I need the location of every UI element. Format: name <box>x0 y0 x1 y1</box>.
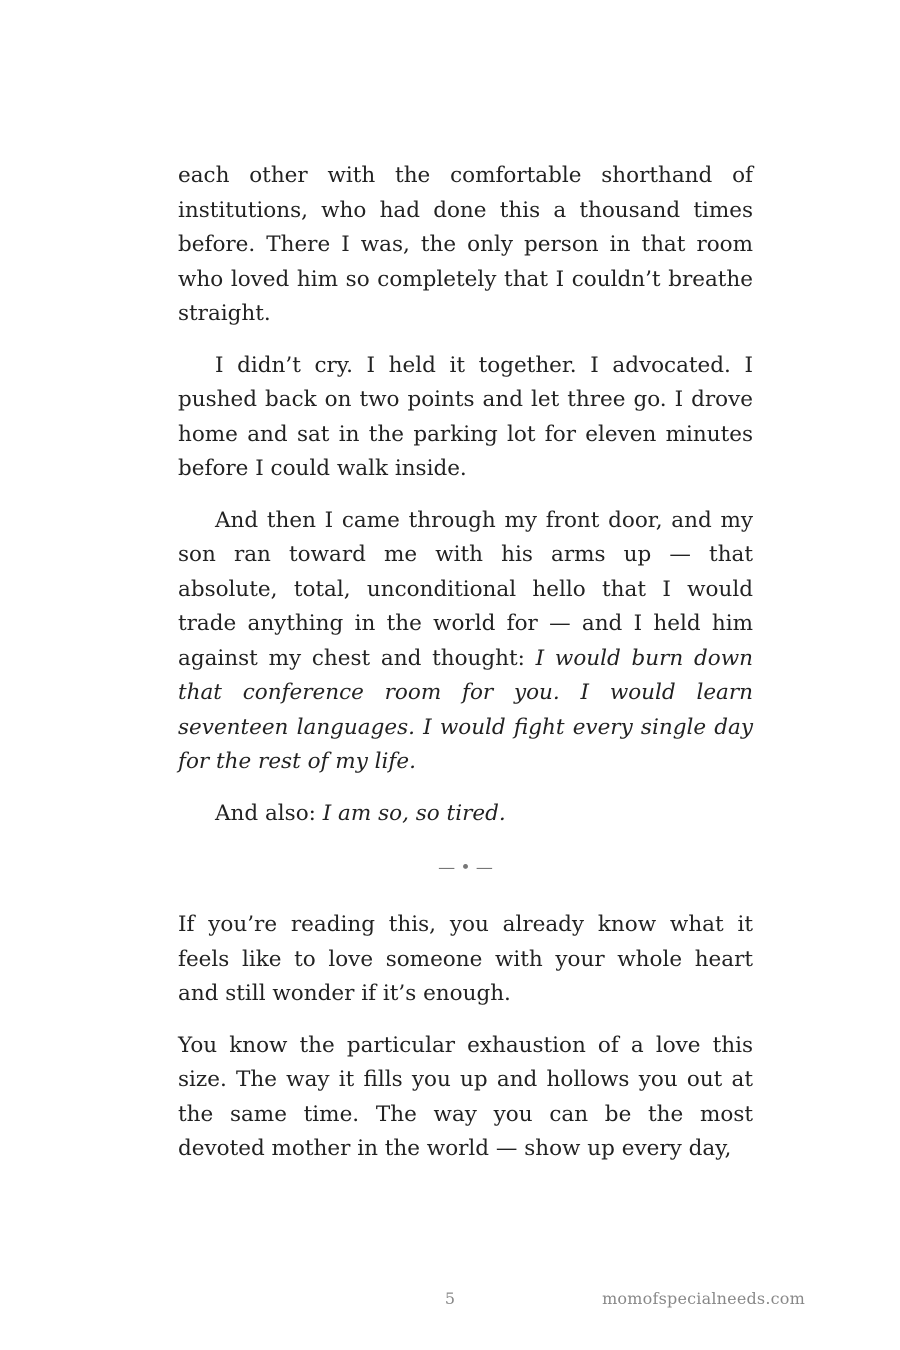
section-divider: — • — <box>438 858 493 878</box>
paragraph-3-italic: I would burn down that conference room for you. I would learn seventeen languages. I would fight every single day for the rest of my life. <box>178 645 753 774</box>
paragraph-6: You know the particular exhaustion of a love this size. The way it fills you up and hollows you out at the same time. The way you can be the most devoted mother in the world — show up every day, <box>178 1032 753 1161</box>
paragraph-4-text: And also: <box>215 800 323 826</box>
page-number: 5 <box>444 1289 456 1308</box>
paragraph-1: each other with the comfortable shorthand of institutions, who had done this a thousand times before. There I was, the only person in that room who loved him so completely that I couldn’t breathe straight. <box>178 163 753 326</box>
paragraph-4 <box>178 797 753 832</box>
page-body <box>178 159 753 1184</box>
paragraph-2: I didn’t cry. I held it together. I advocated. I pushed back on two points and let three go. I drove home and sat in the parking lot for eleven minutes before I could walk inside. <box>178 352 753 481</box>
paragraph-4-italic: I am so, so tired. <box>322 800 506 826</box>
paragraph-3-text: And then I came through my front door, and my son ran toward me with his arms up — that absolute, total, unconditional hello that I would trade anything in the world for — and I held him against my chest and thought: <box>178 507 753 671</box>
footer-site-name: momofspecialneeds.com <box>602 1289 805 1308</box>
paragraph-3 <box>178 504 753 780</box>
paragraph-5: If you’re reading this, you already know what it feels like to love someone with your whole heart and still wonder if it’s enough. <box>178 912 753 1006</box>
